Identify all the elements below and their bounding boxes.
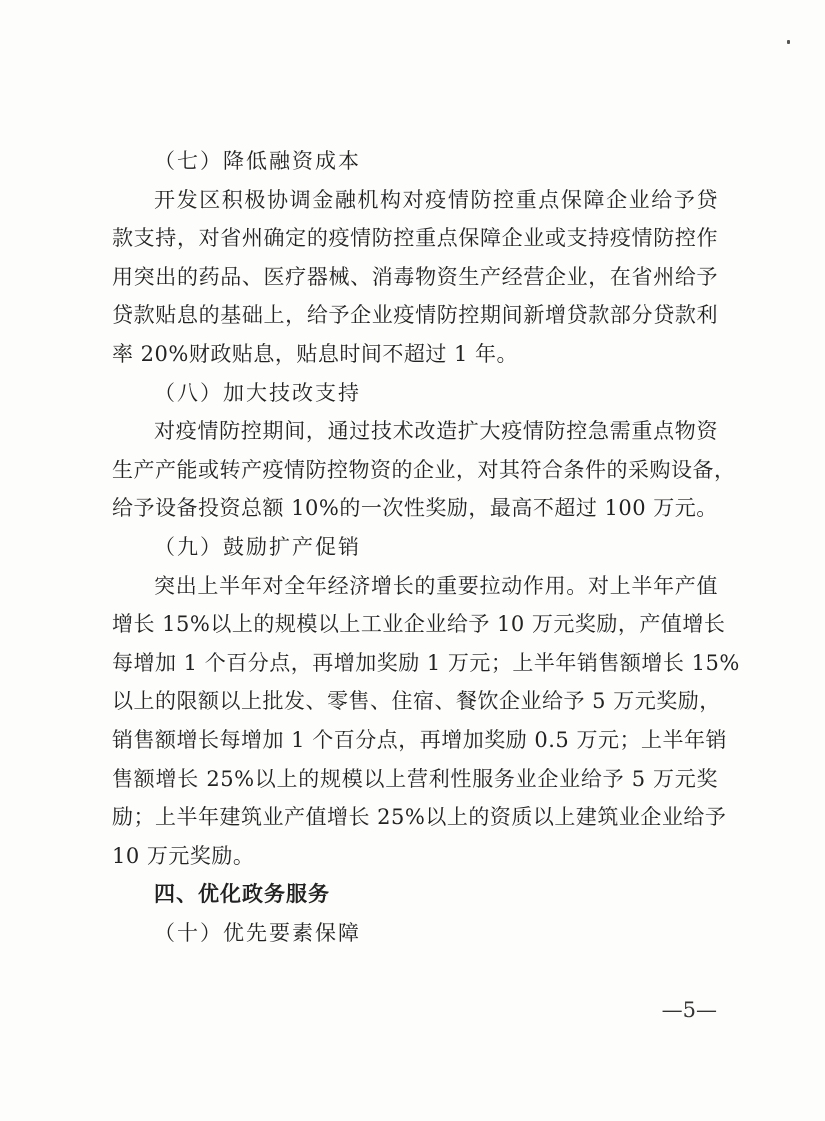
page-number: —5— [661,998,717,1022]
paragraph-line: 售额增长 25%以上的规模以上营利性服务业企业给予 5 万元奖 [112,766,718,791]
paragraph-line: 生产产能或转产疫情防控物资的企业，对其符合条件的采购设备， [112,457,736,482]
paragraph-line: 对疫情防控期间，通过技术改造扩大疫情防控急需重点物资 [154,419,718,444]
paragraph-line: 每增加 1 个百分点，再增加奖励 1 万元；上半年销售额增长 15% [112,650,740,675]
section-heading-9: （九）鼓励扩产促销 [154,534,361,559]
paragraph-line: 增长 15%以上的规模以上工业企业给予 10 万元奖励，产值增长 [112,612,726,637]
paragraph-line: 励；上半年建筑业产值增长 25%以上的资质以上建筑业企业给予 [112,805,727,830]
paragraph-line: 突出上半年对全年经济增长的重要拉动作用。对上半年产值 [154,573,718,598]
paragraph-line: 率 20%财政贴息，贴息时间不超过 1 年。 [112,341,519,366]
section-heading-8: （八）加大技改支持 [154,380,361,405]
paragraph-line: 10 万元奖励。 [112,843,255,868]
paragraph-line: 以上的限额以上批发、零售、住宿、餐饮企业给予 5 万元奖励， [112,689,721,714]
paragraph-line: 用突出的药品、医疗器械、消毒物资生产经营企业，在省州给予 [112,264,718,289]
paragraph-line: 贷款贴息的基础上，给予企业疫情防控期间新增贷款部分贷款利 [112,303,718,328]
paragraph-line: 销售额增长每增加 1 个百分点，再增加奖励 0.5 万元；上半年销 [112,727,727,752]
paragraph-line: 给予设备投资总额 10%的一次性奖励，最高不超过 100 万元。 [112,496,718,521]
chapter-heading-4: 四、优化政务服务 [154,882,330,907]
document-body [112,142,740,952]
paragraph-line: 款支持，对省州确定的疫情防控重点保障企业或支持疫情防控作 [112,226,718,251]
section-heading-10: （十）优先要素保障 [154,920,361,945]
paragraph-line: 开发区积极协调金融机构对疫情防控重点保障企业给予贷 [154,187,718,212]
section-heading-7: （七）降低融资成本 [154,149,361,173]
scan-speck [787,40,790,44]
